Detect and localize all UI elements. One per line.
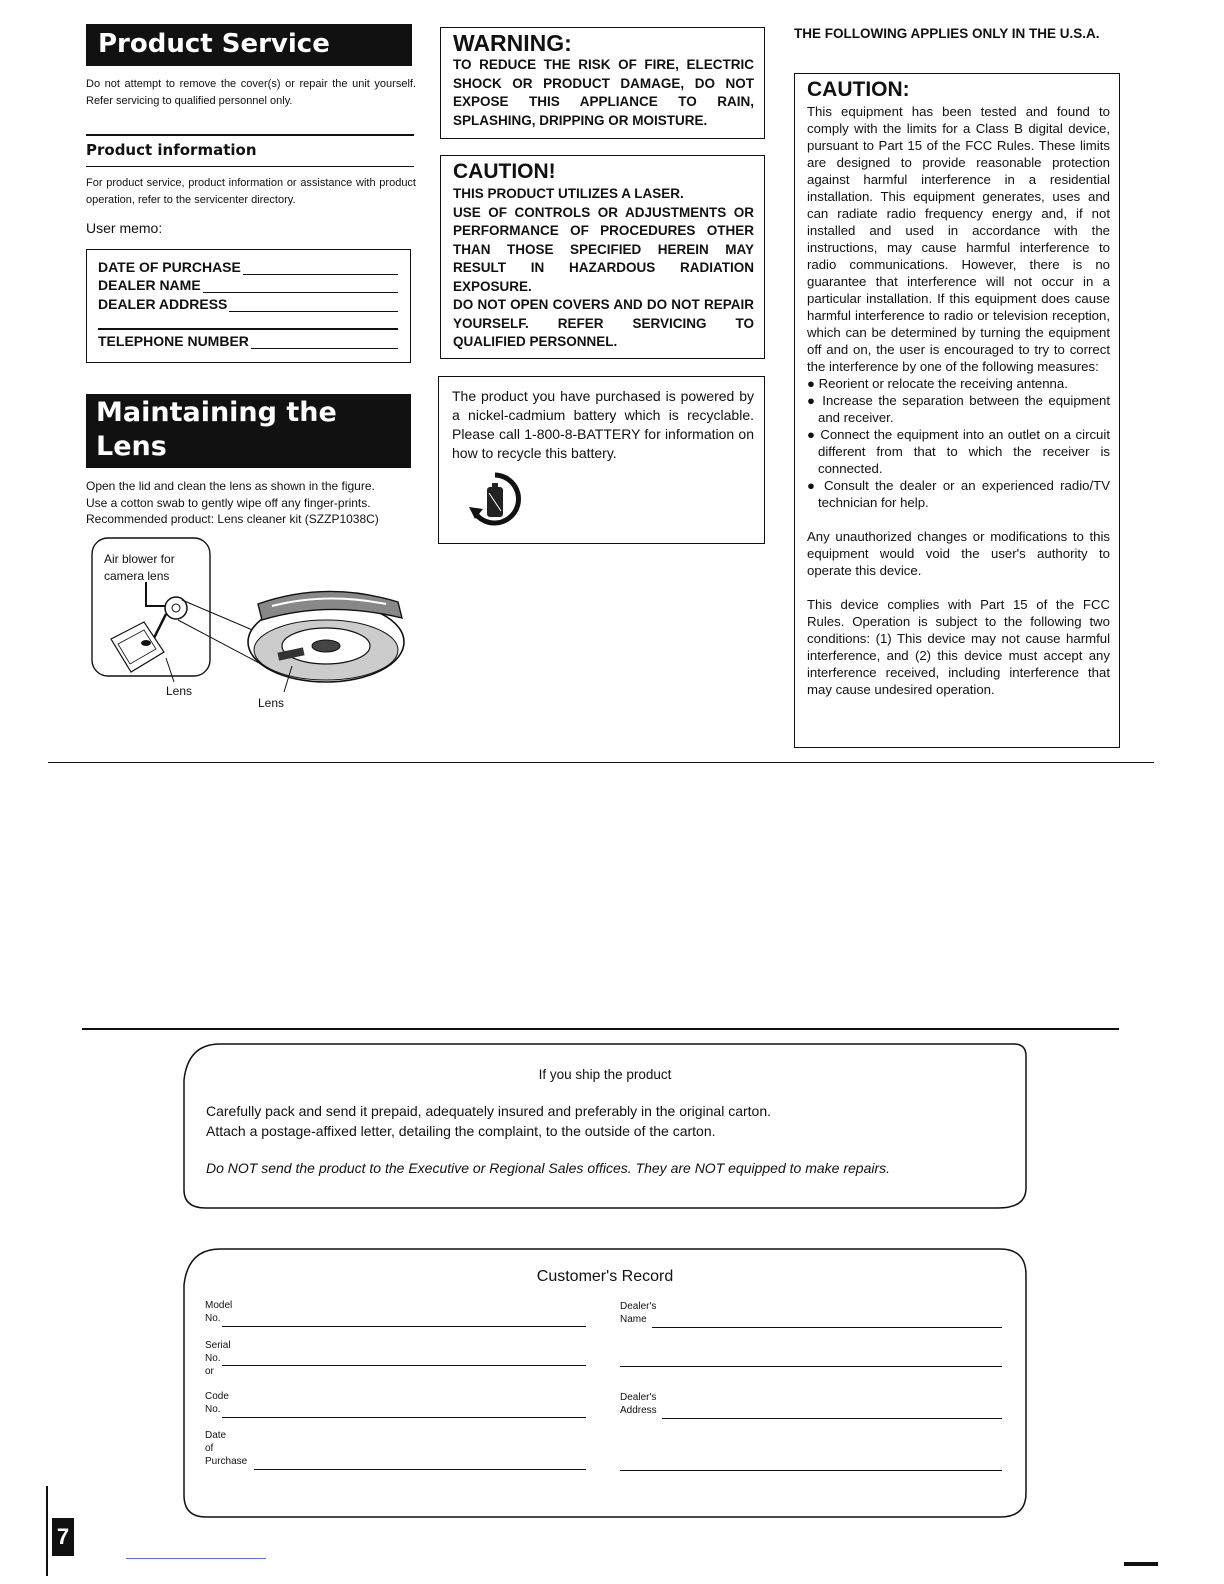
code-no-line bbox=[222, 1417, 586, 1418]
fcc-caution-box bbox=[794, 73, 1120, 748]
dealer-extra-line bbox=[620, 1366, 1002, 1367]
product-information-heading: Product information bbox=[86, 141, 257, 159]
fcc-heading: THE FOLLOWING APPLIES ONLY IN THE U.S.A. bbox=[794, 26, 1100, 41]
shipping-divider bbox=[82, 1028, 1119, 1030]
model-no-line bbox=[222, 1326, 586, 1327]
dealer-address-line bbox=[662, 1418, 1002, 1419]
figure-callout-line2: camera lens bbox=[104, 569, 170, 583]
maintaining-title-line1: Maintaining the bbox=[96, 397, 337, 428]
product-information-text: For product service, product information or assistance with product operation, refer to the servicenter directory. bbox=[86, 177, 416, 206]
laser-caution-line3: DO NOT OPEN COVERS AND DO NOT REPAIR YOURSELF. REFER SERVICING TO QUALIFIED PERSONNEL. bbox=[453, 297, 754, 349]
fcc-bullet-4: ● Consult the dealer or an experienced radio/TV technician for help. bbox=[807, 478, 1110, 510]
divider bbox=[86, 166, 414, 167]
date-of-purchase-line bbox=[254, 1469, 586, 1470]
page-number: 7 bbox=[52, 1518, 74, 1556]
dealer-name-label: Dealer's Name bbox=[620, 1301, 657, 1325]
fcc-para-2: Any unauthorized changes or modifications to this equipment would void the user's authority to operate this device. bbox=[807, 529, 1110, 578]
memo-dealer-address: DEALER ADDRESS bbox=[98, 296, 398, 312]
warning-box bbox=[440, 27, 765, 139]
model-no-label: Model No. bbox=[205, 1300, 233, 1324]
figure-lens-label-right: Lens bbox=[258, 696, 285, 710]
shipping-line1: Carefully pack and send it prepaid, adequately insured and preferably in the original carton. bbox=[206, 1103, 772, 1119]
warning-title: WARNING: bbox=[453, 30, 572, 56]
fcc-para-1: This equipment has been tested and found to comply with the limits for a Class B digital device, pursuant to Part 15 of the FCC Rules. These limits are designed to provide reasonable protection against harmful interference in a residential installation. This equipment generates, uses and can radiate radio frequency energy and, if not installed and used in accordance with the instructions, may cause harmful interference to radio communications. However, there is no guarantee that interference will not occur in a particular installation. If this equipment does cause harmful interference to radio or television reception, which can be determined by turning the equipment off and on, the user is encouraged to try to correct the interference by one of the following measures: bbox=[807, 104, 1110, 374]
laser-caution-line2: USE OF CONTROLS OR ADJUSTMENTS OR PERFORMANCE OF PROCEDURES OTHER THAN THOSE SPECIFIED HEREIN MAY RESULT IN HAZARDOUS RADIATION EXPOSURE. bbox=[453, 204, 754, 294]
customer-record-title: Customer's Record bbox=[536, 1268, 674, 1285]
laser-caution-box bbox=[440, 155, 765, 359]
memo-date-of-purchase: DATE OF PURCHASE bbox=[98, 259, 398, 275]
laser-caution-line1: THIS PRODUCT UTILIZES A LASER. bbox=[453, 186, 684, 201]
maintaining-title-line2: Lens bbox=[96, 431, 167, 462]
product-service-banner bbox=[86, 24, 412, 66]
footer-rule bbox=[126, 1558, 266, 1559]
figure-callout-line1: Air blower for bbox=[104, 552, 175, 566]
battery-text: The product you have purchased is powered by a nickel-cadmium battery which is recyclable. Please call 1-800-8-BATTERY for information on how to recycle this battery. bbox=[452, 388, 754, 461]
memo-telephone-number: TELEPHONE NUMBER bbox=[98, 333, 398, 349]
user-memo-box bbox=[86, 249, 411, 363]
fcc-caution-title: CAUTION: bbox=[807, 78, 910, 101]
product-service-text: Do not attempt to remove the cover(s) or repair the unit yourself. Refer servicing to qualified personnel only. bbox=[86, 78, 416, 107]
maintaining-text: Open the lid and clean the lens as shown in the figure. Use a cotton swab to gently wipe off any finger-prints. Recommended product: Lens cleaner kit (SZZP1038C) bbox=[86, 479, 379, 526]
code-no-label: Code No. bbox=[205, 1391, 229, 1415]
laser-caution-title: CAUTION! bbox=[453, 160, 556, 183]
memo-blank-line bbox=[98, 328, 398, 330]
fcc-para-3: This device complies with Part 15 of the FCC Rules. Operation is subject to the following two conditions: (1) This device may not cause harmful interference, and (2) this device must accept any interference received, including interference that may cause undesired operation. bbox=[807, 597, 1110, 697]
fcc-bullet-2: ● Increase the separation between the equipment and receiver. bbox=[807, 393, 1110, 425]
maintaining-lens-banner bbox=[86, 394, 411, 468]
lens-cleaning-figure bbox=[86, 534, 426, 724]
divider bbox=[86, 134, 414, 136]
page-edge-mark bbox=[46, 1486, 48, 1576]
dealer-address-label: Dealer's Address bbox=[620, 1392, 657, 1416]
figure-lens-label-left: Lens bbox=[166, 684, 193, 698]
battery-box bbox=[438, 376, 765, 544]
product-service-title: Product Service bbox=[98, 29, 330, 59]
serial-no-line bbox=[222, 1365, 586, 1366]
footer-corner-mark bbox=[1124, 1562, 1158, 1566]
fcc-bullet-3: ● Connect the equipment into an outlet on a circuit different from that to which the receiver is connected. bbox=[807, 427, 1110, 476]
warning-text: TO REDUCE THE RISK OF FIRE, ELECTRIC SHOCK OR PRODUCT DAMAGE, DO NOT EXPOSE THIS APPLIANCE TO RAIN, SPLASHING, DRIPPING OR MOISTURE. bbox=[453, 57, 754, 128]
dealer-name-line bbox=[652, 1327, 1002, 1328]
section-divider bbox=[48, 762, 1154, 763]
dealer-address-line-2 bbox=[620, 1470, 1002, 1471]
shipping-title: If you ship the product bbox=[538, 1067, 672, 1082]
shipping-note: Do NOT send the product to the Executive or Regional Sales offices. They are NOT equipped to make repairs. bbox=[206, 1160, 891, 1176]
customer-record-frame bbox=[180, 1245, 1030, 1521]
fcc-bullet-1: ● Reorient or relocate the receiving antenna. bbox=[807, 376, 1068, 391]
memo-dealer-name: DEALER NAME bbox=[98, 277, 398, 293]
user-memo-label: User memo: bbox=[86, 220, 163, 236]
rbrc-recycle-logo bbox=[467, 471, 523, 533]
shipping-line2: Attach a postage-affixed letter, detailing the complaint, to the outside of the carton. bbox=[206, 1123, 716, 1139]
date-of-purchase-label: Date of Purchase bbox=[205, 1430, 248, 1467]
serial-no-label: Serial No. or bbox=[205, 1340, 231, 1377]
